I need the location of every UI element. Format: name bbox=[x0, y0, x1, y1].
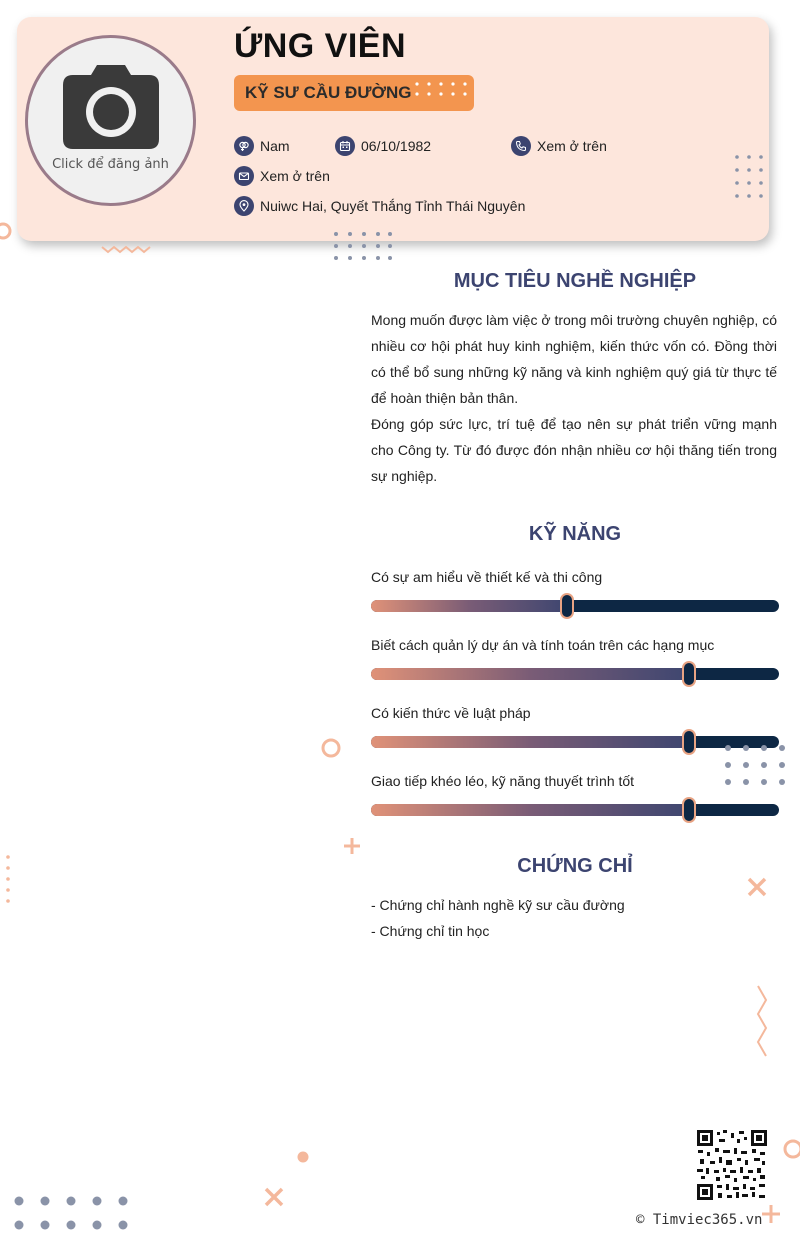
skill-bar-handle[interactable] bbox=[682, 661, 696, 687]
email-row bbox=[234, 166, 330, 186]
skill-bar-fill bbox=[371, 736, 689, 748]
objective-paragraph-2[interactable]: Đóng góp sức lực, trí tuệ để tạo nên sự phát triển vững mạnh cho Công ty. Từ đó được đón nhận nhiều cơ hội thăng tiến trong sự nghiệp. bbox=[371, 416, 777, 484]
skill-label[interactable]: Giao tiếp khéo léo, kỹ năng thuyết trình tốt bbox=[371, 773, 635, 789]
skill-bar-fill bbox=[371, 804, 689, 816]
job-title-badge[interactable] bbox=[234, 75, 474, 111]
gender-icon bbox=[234, 136, 254, 156]
dots-decoration bbox=[732, 152, 766, 210]
phone-row bbox=[511, 136, 607, 156]
ring-decoration bbox=[780, 1136, 800, 1162]
skill-bar bbox=[371, 668, 779, 680]
ring-decoration bbox=[318, 735, 344, 761]
skill-label[interactable]: Biết cách quản lý dự án và tính toán trên các hạng mục bbox=[371, 637, 715, 653]
plus-decoration bbox=[760, 1203, 782, 1225]
skill-bar-fill bbox=[371, 668, 689, 680]
mail-icon bbox=[234, 166, 254, 186]
dots-decoration bbox=[8, 1190, 134, 1232]
watermark: © Timviec365.vn bbox=[636, 1212, 763, 1228]
camera-icon bbox=[61, 63, 161, 151]
skill-bar-handle[interactable] bbox=[560, 593, 574, 619]
qr-code-icon bbox=[697, 1130, 767, 1200]
certificate-item[interactable]: - Chứng chỉ tin học bbox=[371, 923, 490, 939]
skill-label[interactable]: Có sự am hiểu về thiết kế và thi công bbox=[371, 569, 603, 585]
avatar-upload[interactable] bbox=[25, 35, 196, 206]
address-row bbox=[234, 196, 525, 216]
cross-decoration bbox=[746, 876, 768, 898]
skill-bar bbox=[371, 600, 779, 612]
skill-bar bbox=[371, 736, 779, 748]
plus-decoration bbox=[342, 836, 362, 856]
phone-icon bbox=[511, 136, 531, 156]
phone-value[interactable]: Xem ở trên bbox=[537, 138, 607, 154]
skill-bar bbox=[371, 804, 779, 816]
dots-decoration bbox=[3, 852, 13, 912]
certificate-item[interactable]: - Chứng chỉ hành nghề kỹ sư cầu đường bbox=[371, 897, 625, 913]
certificates-title: CHỨNG CHỈ bbox=[517, 855, 633, 877]
zigzag-decoration bbox=[754, 984, 770, 1058]
dots-decoration bbox=[720, 740, 790, 790]
objective-title: MỤC TIÊU NGHỀ NGHIỆP bbox=[453, 270, 697, 292]
candidate-name[interactable]: ỨNG VIÊN bbox=[234, 27, 407, 65]
gender-row bbox=[234, 136, 290, 156]
skills-title: KỸ NĂNG bbox=[528, 523, 622, 545]
birthday-row bbox=[335, 136, 431, 156]
skill-bar-handle[interactable] bbox=[682, 729, 696, 755]
avatar-caption: Click để đăng ảnh bbox=[52, 157, 169, 172]
skill-bar-handle[interactable] bbox=[682, 797, 696, 823]
dots-decoration bbox=[414, 81, 468, 101]
job-title: KỸ SƯ CẦU ĐƯỜNG bbox=[245, 83, 412, 102]
birthday-value[interactable]: 06/10/1982 bbox=[361, 138, 432, 154]
skill-label[interactable]: Có kiến thức về luật pháp bbox=[371, 705, 531, 721]
skill-bar-fill bbox=[371, 600, 567, 612]
objective-paragraph-1[interactable]: Mong muốn được làm việc ở trong môi trường chuyên nghiệp, có nhiều cơ hội phát huy kinh nghiệm, kiến thức vốn có. Đồng thời có thể bổ sung những kỹ năng và kinh nghiệm quý giá từ thực tế để hoàn thiện bản thân. bbox=[371, 312, 777, 406]
email-value[interactable]: Xem ở trên bbox=[260, 168, 330, 184]
dots-decoration bbox=[330, 229, 394, 263]
address-value[interactable]: Nuiwc Hai, Quyết Thắng Tỉnh Thái Nguyên bbox=[260, 198, 526, 214]
zigzag-decoration bbox=[100, 244, 154, 256]
cross-decoration bbox=[262, 1185, 286, 1209]
gender-value[interactable]: Nam bbox=[260, 138, 290, 154]
location-pin-icon bbox=[234, 196, 254, 216]
ring-decoration bbox=[0, 220, 14, 242]
dot-decoration bbox=[296, 1150, 310, 1164]
calendar-icon bbox=[335, 136, 355, 156]
